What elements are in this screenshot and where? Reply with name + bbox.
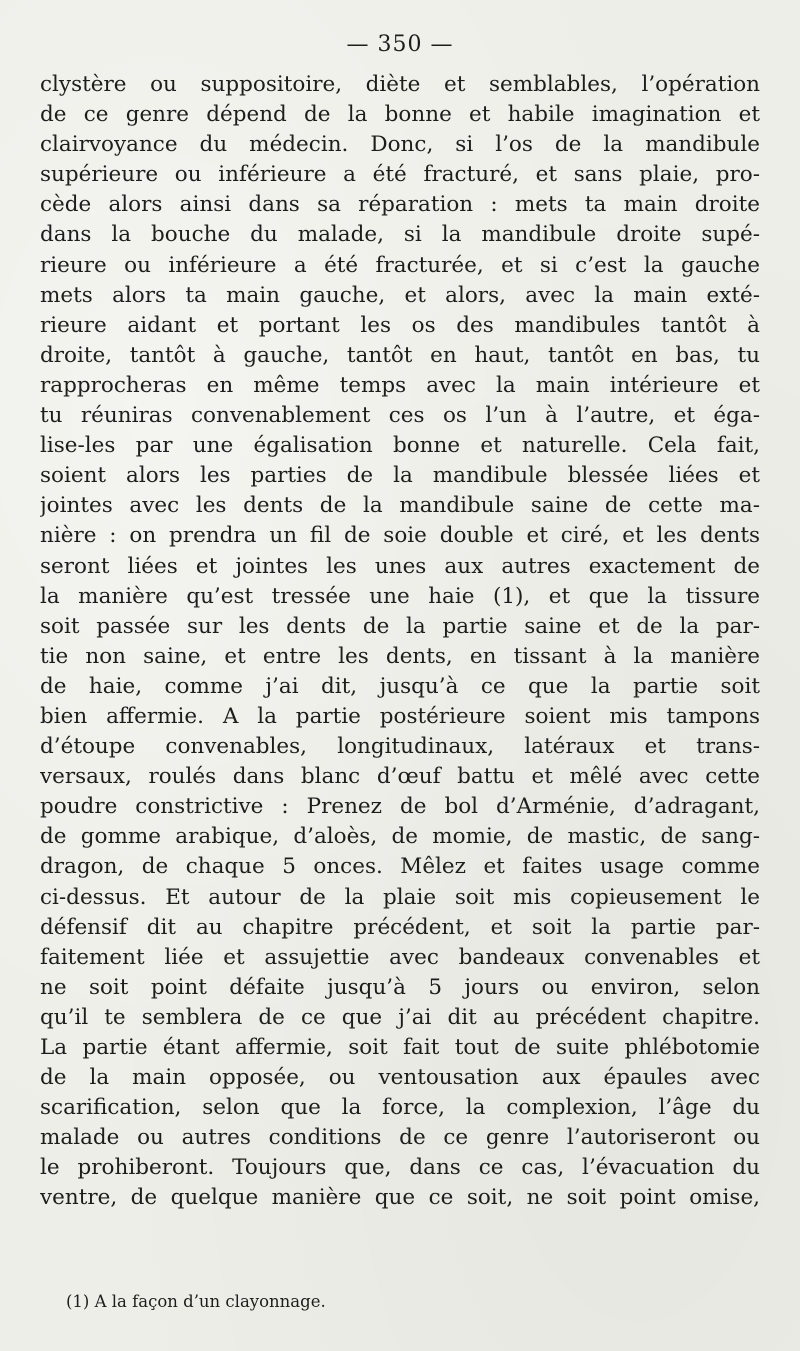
text-line: dans la bouche du malade, si la mandibule droite supé- xyxy=(40,222,760,248)
text-line: scarification, selon que la force, la complexion, l’âge du xyxy=(40,1095,760,1121)
text-line: rapprocheras en même temps avec la main intérieure et xyxy=(40,372,760,398)
text-line: rieure ou inférieure a été fracturée, et si c’est la gauche xyxy=(40,252,760,278)
text-line: ne soit point défaite jusqu’à 5 jours ou environ, selon xyxy=(40,974,760,1000)
text-line: nière : on prendra un fil de soie double et ciré, et les dents xyxy=(40,523,760,549)
text-line: supérieure ou inférieure a été fracturé, et sans plaie, pro- xyxy=(40,162,760,188)
text-line: qu’il te semblera de ce que j’ai dit au précédent chapitre. xyxy=(40,1004,760,1030)
text-line: poudre constrictive : Prenez de bol d’Arménie, d’adragant, xyxy=(40,794,760,820)
text-line: de haie, comme j’ai dit, jusqu’à ce que la partie soit xyxy=(40,673,760,699)
text-line: clairvoyance du médecin. Donc, si l’os de la mandibule xyxy=(40,132,760,158)
text-line: d’étoupe convenables, longitudinaux, latéraux et trans- xyxy=(40,734,760,760)
text-line: la manière qu’est tressée une haie (1), et que la tissure xyxy=(40,583,760,609)
text-line: bien affermie. A la partie postérieure soient mis tampons xyxy=(40,703,760,729)
body-text xyxy=(40,70,760,1214)
text-line: cède alors ainsi dans sa réparation : mets ta main droite xyxy=(40,192,760,218)
text-line: faitement liée et assujettie avec bandeaux convenables et xyxy=(40,944,760,970)
text-line: défensif dit au chapitre précédent, et soit la partie par- xyxy=(40,914,760,940)
footnote: (1) A la façon d’un clayonnage. xyxy=(66,1292,326,1311)
text-line: ci-dessus. Et autour de la plaie soit mis copieusement le xyxy=(40,884,760,910)
text-line: seront liées et jointes les unes aux autres exactement de xyxy=(40,553,760,579)
page-number: — 350 — xyxy=(346,32,454,57)
text-line: droite, tantôt à gauche, tantôt en haut, tantôt en bas, tu xyxy=(40,342,760,368)
text-line: de la main opposée, ou ventousation aux épaules avec xyxy=(40,1065,760,1091)
text-line: versaux, roulés dans blanc d’œuf battu et mêlé avec cette xyxy=(40,764,760,790)
text-line: La partie étant affermie, soit fait tout de suite phlébotomie xyxy=(40,1035,760,1060)
text-line: jointes avec les dents de la mandibule saine de cette ma- xyxy=(40,493,760,519)
text-line: tie non saine, et entre les dents, en tissant à la manière xyxy=(40,643,760,669)
text-line: ventre, de quelque manière que ce soit, ne soit point omise, xyxy=(40,1185,760,1211)
text-line: de ce genre dépend de la bonne et habile imagination et xyxy=(40,102,760,128)
text-line: clystère ou suppositoire, diète et semblables, l’opération xyxy=(40,72,760,97)
text-line: dragon, de chaque 5 onces. Mêlez et faites usage comme xyxy=(40,854,760,880)
text-line: soit passée sur les dents de la partie saine et de la par- xyxy=(40,613,760,639)
text-line: tu réuniras convenablement ces os l’un à l’autre, et éga- xyxy=(40,403,760,429)
text-line: malade ou autres conditions de ce genre l’autoriseront ou xyxy=(40,1125,760,1151)
text-line: soient alors les parties de la mandibule blessée liées et xyxy=(40,463,760,489)
text-line: le prohiberont. Toujours que, dans ce cas, l’évacuation du xyxy=(40,1155,760,1181)
text-line: rieure aidant et portant les os des mandibules tantôt à xyxy=(40,312,760,338)
text-line: de gomme arabique, d’aloès, de momie, de mastic, de sang- xyxy=(40,824,760,850)
text-line: mets alors ta main gauche, et alors, avec la main exté- xyxy=(40,282,760,308)
text-line: lise-les par une égalisation bonne et naturelle. Cela fait, xyxy=(40,433,760,459)
